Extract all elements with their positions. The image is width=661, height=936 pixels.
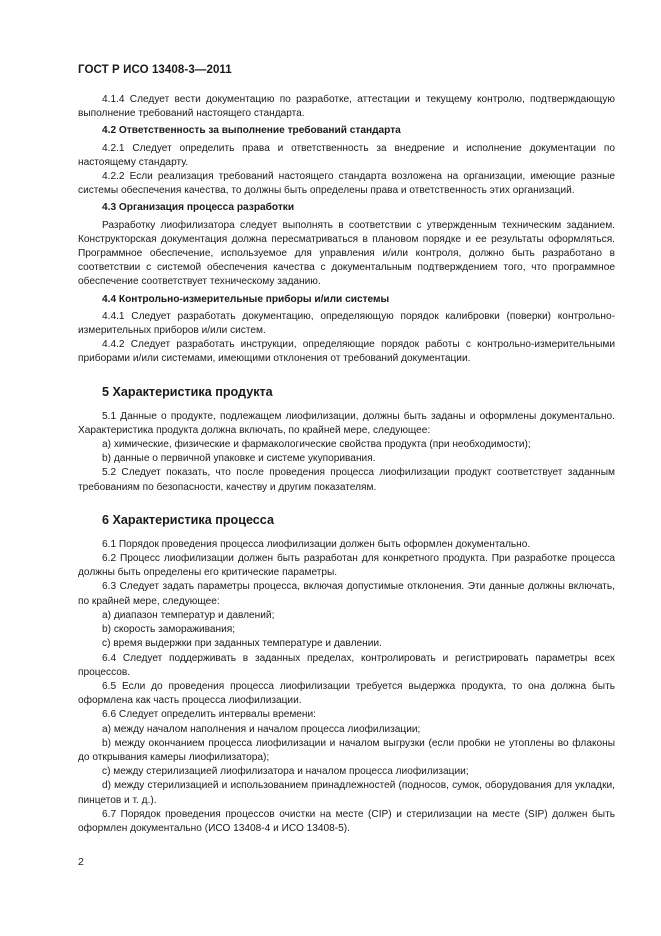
paragraph-4-2-2: 4.2.2 Если реализация требований настоящего стандарта возложена на организации, имеющие разные системы обеспечения качества, то должны быть определены права и ответственность этих организаций. — [78, 171, 615, 197]
list-item-6-3-c: c) время выдержки при заданных температуре и давлении. — [102, 638, 382, 650]
list-item-6-6-d: d) между стерилизацией и использованием принадлежностей (подносов, сумок, оборудования для укладки, пинцетов и т. д.). — [78, 780, 615, 806]
section-heading-5: 5 Характеристика продукта — [102, 384, 273, 399]
paragraph-6-4: 6.4 Следует поддерживать в заданных пределах, контролировать и регистрировать параметры всех процессов. — [78, 652, 615, 678]
paragraph-6-2: 6.2 Процесс лиофилизации должен быть разработан для конкретного продукта. При разработке процесса должны быть определены его критические параметры. — [78, 553, 615, 579]
paragraph-6-3: 6.3 Следует задать параметры процесса, включая допустимые отклонения. Эти данные должны включать, по крайней мере, следующее: — [78, 581, 615, 607]
subsection-heading-4-3: 4.3 Организация процесса разработки — [102, 202, 295, 214]
paragraph-4-1-4: 4.1.4 Следует вести документацию по разработке, аттестации и текущему контролю, подтверждающую выполнение требований настоящего стандарта. — [78, 94, 615, 120]
section-heading-6: 6 Характеристика процесса — [102, 512, 274, 527]
list-item-5-1-b: b) данные о первичной упаковке и системе укупоривания. — [102, 453, 376, 465]
paragraph-4-3: Разработку лиофилизатора следует выполнять в соответствии с утвержденным техническим заданием. Конструкторская документация должна пересматриваться в плановом порядке и ее результаты оформляться. Программное обеспечение, используемое для управления и/или контроля, должно быть разработано в соответствии с системой обеспечения качества с документальным подтверждением того, что программное обеспечение соответствует техническому заданию. — [78, 219, 615, 288]
subsection-heading-4-2: 4.2 Ответственность за выполнение требований стандарта — [102, 125, 401, 137]
paragraph-6-1: 6.1 Порядок проведения процесса лиофилизации должен быть оформлен документально. — [102, 538, 531, 550]
paragraph-6-5: 6.5 Если до проведения процесса лиофилизации требуется выдержка продукта, то она должна быть оформлена как часть процесса лиофилизации. — [78, 680, 615, 707]
list-item-6-3-a: a) диапазон температур и давлений; — [102, 609, 275, 621]
list-item-6-6-a: a) между началом наполнения и началом процесса лиофилизации; — [102, 723, 421, 735]
paragraph-5-1: 5.1 Данные о продукте, подлежащем лиофилизации, должны быть заданы и оформлены документально. Характеристика продукта должна включать, по крайней мере, следующее: — [78, 410, 615, 436]
page-number: 2 — [78, 856, 84, 868]
paragraph-6-7: 6.7 Порядок проведения процессов очистки на месте (CIP) и стерилизации на месте (SIP) должен быть оформлен документально (ИСО 13408-4 и ИСО 13408-5). — [78, 808, 615, 834]
list-item-6-6-b: b) между окончанием процесса лиофилизации и началом выгрузки (если пробки не утоплены во флаконы до открывания камеры лиофилизатора); — [78, 737, 615, 763]
paragraph-6-6: 6.6 Следует определить интервалы времени: — [102, 709, 316, 721]
list-item-6-6-c: c) между стерилизацией лиофилизатора и началом процесса лиофилизации; — [102, 766, 469, 778]
list-item-5-1-a: a) химические, физические и фармакологические свойства продукта (при необходимости); — [102, 439, 531, 451]
document-body — [78, 93, 615, 836]
list-item-6-3-b: b) скорость замораживания; — [102, 624, 236, 636]
paragraph-4-4-1: 4.4.1 Следует разработать документацию, определяющую порядок калибровки (поверки) контрольно-измерительных приборов и/или систем. — [78, 310, 615, 337]
subsection-heading-4-4: 4.4 Контрольно-измерительные приборы и/или системы — [102, 293, 390, 305]
paragraph-4-4-2: 4.4.2 Следует разработать инструкции, определяющие порядок работы с контрольно-измерительными приборами и/или системами, имеющими отклонения от требований документации. — [78, 339, 615, 365]
paragraph-5-2: 5.2 Следует показать, что после проведения процесса лиофилизации продукт соответствует заданным требованиям по безопасности, качеству и другим показателям. — [78, 467, 615, 493]
paragraph-4-2-1: 4.2.1 Следует определить права и ответственность за внедрение и исполнение документации по настоящему стандарту. — [78, 142, 615, 168]
document-code-header: ГОСТ Р ИСО 13408-3—2011 — [78, 64, 232, 76]
